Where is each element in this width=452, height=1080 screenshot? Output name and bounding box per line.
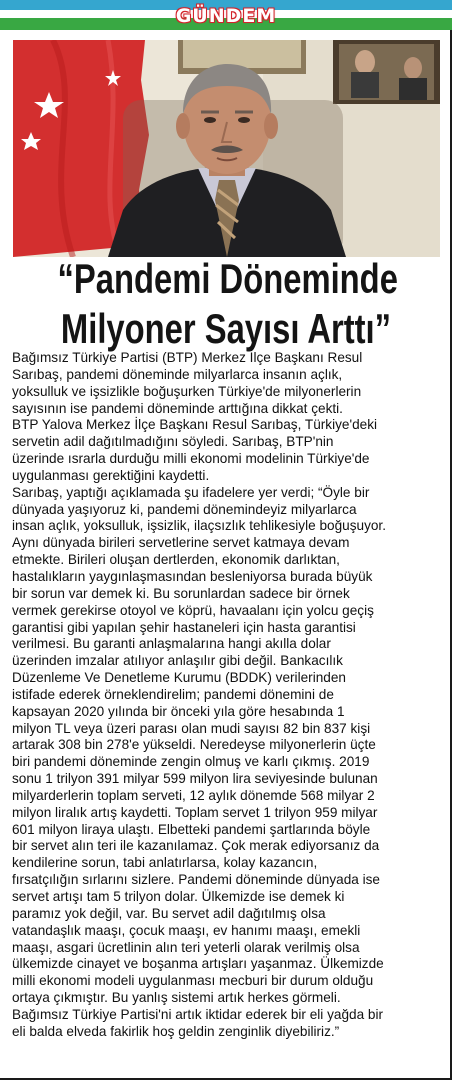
article-line: üzerinden imzalar atılıyor anlaşılır gibi değil. Bankacılık	[12, 653, 343, 669]
article-line: eli balda elveda fakirlik hoş geldin zenginlik diyebiliriz.”	[12, 1023, 340, 1039]
article-line: milyon TL veya üzeri parası olan mudi sayısı 82 bin 837 kişi	[12, 720, 371, 736]
headline-line-1: “Pandemi Döneminde	[57, 255, 398, 302]
article-line: kapsayan 2020 yılında bir önceki yıla göre hesabında 1	[12, 703, 345, 719]
headline	[57, 254, 398, 354]
article-line: servetin adil dağıtılmadığını söyledi. Sarıbaş, BTP'nin	[12, 434, 334, 450]
article-line: milyarderlerin toplam serveti, 12 aylık dönemde 568 milyar 2	[12, 787, 375, 803]
article-line: 601 milyon liraya ulaştı. Elbetteki pandemi şartlarında böyle	[12, 821, 371, 837]
article-body	[12, 350, 442, 1041]
article-line: istifade ederek örneklendirelim; pandemi dönemini de	[12, 686, 334, 702]
article-line: insan açlık, yoksulluk, işsizlik, ilaçsızlık tehlikesiyle boğuşuyor.	[12, 518, 386, 534]
article-line: kendilerine sorun, tabi anlatırlarsa, kolay kazancın,	[12, 855, 318, 871]
article-line: verilmesi. Bu garanti anlaşmalarına hangi akılla dolar	[12, 636, 331, 652]
article-line: Sarıbaş, pandemi döneminde milyarlarca insanın açlık,	[12, 366, 343, 382]
article-line: milli ekonomi modeli uygulanması mecburi bir durum olduğu	[12, 973, 374, 989]
article-line: servet artışı tam 5 trilyon dolar. Ülkemizde ise demek ki	[12, 889, 345, 904]
article-line: garantisi gibi yapılan şehir hastaneleri için hasta garantisi	[12, 619, 356, 635]
article-line: etmekte. Birileri oluşan dertlerden, ekonomik darlıktan,	[12, 552, 340, 568]
article-line: maaşı, asgari ücretlinin alın teri yeterli olarak verilmiş olsa	[12, 939, 360, 955]
article-line: paramız yok değil, var. Bu servet adil dağıtılmış olsa	[12, 905, 326, 921]
article-line: Düzenleme Ve Denetleme Kurumu (BDDK) verilerinden	[12, 670, 346, 686]
portrait-photo	[13, 40, 440, 257]
article-line: bir sorun var demek ki. Bu sorunlardan sadece bir örnek	[12, 585, 350, 601]
article-line: Sarıbaş, yaptığı açıklamada şu ifadelere yer verdi; “Öyle bir	[12, 484, 370, 500]
article-line: uygulanması gerektiğini kaydetti.	[12, 467, 210, 483]
portrait-photo-graphic	[13, 40, 440, 257]
article-line: sayısının ise pandemi döneminde arttığına dikkat çekti.	[12, 400, 343, 416]
article-line: biri pandemi döneminde zengin olmuş ve karlı çıkmış. 2019	[12, 754, 370, 770]
article-line: artarak 308 bin 278'e yükseldi. Neredeyse milyonerlerin üçte	[12, 737, 376, 753]
article-line: vatandaşlık maaşı, çocuk maaşı, ev hanımı maaşı, emekli	[12, 922, 361, 938]
article-line: ülkemizde cinayet ve boşanma artışları yaşanmaz. Ülkemizde	[12, 956, 384, 972]
article-line: yoksulluk ve işsizlikle boğuşurken Türkiye'de milyonerlerin	[12, 383, 362, 399]
article-line: milyon liralık artış kaydetti. Toplam servet 1 trilyon 959 milyar	[12, 804, 378, 820]
article-line: Aynı dünyada birileri servetlerine servet katmaya devam	[12, 535, 350, 551]
section-header-band	[0, 0, 452, 30]
article-line: BTP Yalova Merkez İlçe Başkanı Resul Sarıbaş, Türkiye'deki	[12, 417, 378, 433]
article-line: hastalıkların yaygınlaşmasından besleniyorsa burada büyük	[12, 568, 373, 584]
article-line: ortaya çıkmıştır. Bu yanlış sistemi artık herkes görmeli.	[12, 990, 341, 1006]
article-line: bir servet alın teri ile kazanılamaz. Çok merak ediyorsanız da	[12, 838, 380, 854]
headline-line-2: Milyoner Sayısı Arttı”	[60, 305, 392, 352]
article-line: üzerinde ısrarla durduğu milli ekonomi modelinin Türkiye'de	[12, 451, 370, 467]
section-title: GÜNDEM	[175, 5, 277, 27]
article-line: fırsatçılığın sırlarını sizlere. Pandemi döneminde dünyada ise	[12, 872, 380, 888]
article-line: Bağımsız Türkiye Partisi'ni artık iktidar ederek bir eli yağda bir	[12, 1006, 384, 1022]
article-line: dünyada yaşıyoruz ki, pandemi dönemindeyiz milyarlarca	[12, 501, 357, 517]
article-line: sonu 1 trilyon 391 milyar 599 milyon lira seviyesinde bulunan	[12, 771, 378, 787]
article-line: Bağımsız Türkiye Partisi (BTP) Merkez İlçe Başkanı Resul	[12, 350, 363, 365]
article-line: vermek gerekirse otoyol ve köprü, havaalanı için yolcu geçiş	[12, 602, 374, 618]
